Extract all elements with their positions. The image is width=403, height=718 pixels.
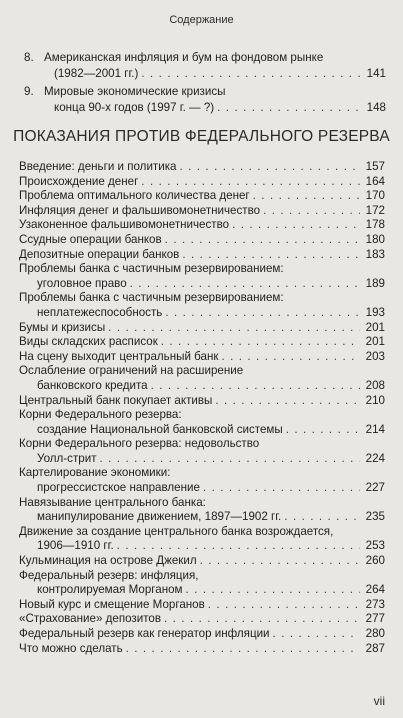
toc-entry[interactable] <box>19 350 385 365</box>
dot-leader <box>284 510 360 525</box>
toc-entry-title-cont: (1982—2001 гг.) <box>54 66 139 80</box>
toc-page-number: 178 <box>365 218 385 232</box>
toc-entry-last-line <box>19 335 385 350</box>
toc-entry-first-line <box>24 84 386 100</box>
toc-entry[interactable] <box>19 627 385 642</box>
dot-leader <box>141 175 360 190</box>
toc-entry-last-line <box>19 379 385 394</box>
toc-entry-last-line <box>19 612 385 627</box>
dot-leader <box>217 100 361 116</box>
toc-entry-title: Происхождение денег <box>19 174 139 188</box>
toc-entry[interactable] <box>19 364 385 393</box>
dot-leader <box>130 277 360 292</box>
toc-page-number: 183 <box>365 247 385 261</box>
toc-entry[interactable] <box>19 408 385 437</box>
toc-page-number: 201 <box>365 320 385 334</box>
toc-entry-title: уголовное право <box>37 276 127 290</box>
toc-entry-last-line <box>19 233 385 248</box>
toc-entry-last-line <box>19 248 385 263</box>
toc-page-number: 141 <box>366 66 386 80</box>
toc-entry-last-line <box>19 175 385 190</box>
toc-entry-title: Проблемы банка с частичным резервированием: <box>19 262 284 276</box>
toc-page-number: 260 <box>365 554 385 568</box>
toc-entry-last-line <box>19 423 385 438</box>
toc-entry-title: Корни Федерального резерва: <box>19 408 182 422</box>
toc-entry-title: контролируемая Морганом <box>37 583 183 597</box>
dot-leader <box>232 218 360 233</box>
toc-entry-title: На сцену выходит центральный банк <box>19 349 219 363</box>
toc-page-number: 287 <box>365 641 385 655</box>
toc-page-number: 208 <box>365 378 385 392</box>
toc-entry-title: прогрессистское направление <box>37 481 200 495</box>
dot-leader <box>165 306 360 321</box>
toc-entry[interactable] <box>19 189 385 204</box>
toc-page-number: 273 <box>365 597 385 611</box>
toc-page-number: 210 <box>365 393 385 407</box>
toc-entry-last-line <box>19 452 385 467</box>
toc-entry-title: «Страхование» депозитов <box>19 612 162 626</box>
dot-leader <box>126 642 360 657</box>
dot-leader <box>108 321 360 336</box>
toc-page-number: 224 <box>365 451 385 465</box>
toc-entry[interactable] <box>19 321 385 336</box>
toc-entry-title: Введение: деньги и политика <box>19 160 177 173</box>
toc-entry-title: Ссудные операции банков <box>19 232 162 246</box>
toc-entry-last-line <box>19 350 385 365</box>
toc-entry-title: Мировые экономические кризисы <box>44 85 226 98</box>
toc-entry-title: Узаконенное фальшивомонетничество <box>19 218 230 232</box>
toc-entry-last-line <box>19 321 385 336</box>
toc-entry-last-line <box>19 510 385 525</box>
dot-leader <box>151 379 360 394</box>
toc-entry-title-cont: конца 90-х годов (1997 г. — ?) <box>54 100 215 114</box>
toc-entry[interactable] <box>19 554 385 569</box>
toc-entry-last-line <box>24 100 386 116</box>
toc-entry[interactable] <box>19 394 385 409</box>
chapter-number: 9. <box>24 85 34 98</box>
toc-entry[interactable] <box>19 335 385 350</box>
dot-leader <box>253 189 360 204</box>
toc-entry[interactable] <box>19 598 385 613</box>
toc-entry-title: Уолл-стрит <box>37 451 97 465</box>
toc-entry-title: Американская инфляция и бум на фондовом рынке <box>44 51 324 64</box>
toc-entry-title: манипулирование движением, 1897—1902 гг. <box>37 510 282 524</box>
toc-entry[interactable] <box>24 84 386 115</box>
dot-leader <box>200 554 360 569</box>
toc-entry-title: Бумы и кризисы <box>19 320 106 334</box>
toc-page-number: 189 <box>365 276 385 290</box>
dot-leader <box>215 394 360 409</box>
toc-entry-last-line <box>19 189 385 204</box>
toc-entry-title: Проблема оптимального количества денег <box>19 189 250 203</box>
toc-entry-title: Что можно сделать <box>19 641 123 655</box>
dot-leader <box>263 204 360 219</box>
toc-entry-last-line <box>19 481 385 496</box>
dot-leader <box>117 539 360 554</box>
toc-entry-last-line <box>24 66 386 82</box>
toc-entry-title: Федеральный резерв как генератор инфляции <box>19 627 270 640</box>
toc-entry-title: Инфляция денег и фальшивомонетничество <box>19 203 261 217</box>
toc-entry[interactable] <box>19 204 385 219</box>
toc-entry[interactable] <box>19 466 385 495</box>
toc-entry-last-line <box>19 642 385 657</box>
toc-page-number: 172 <box>365 203 385 217</box>
toc-page-number: 164 <box>365 174 385 188</box>
toc-entry-last-line <box>19 160 385 175</box>
toc-page-number: 280 <box>365 627 385 640</box>
toc-entry-title: Виды складских расписок <box>19 335 158 349</box>
toc-page-number: 157 <box>365 160 385 173</box>
toc-page-number: 214 <box>365 422 385 436</box>
toc-entry[interactable] <box>19 496 385 525</box>
toc-entry-title: Федеральный резерв: инфляция, <box>19 568 199 582</box>
toc-entry-last-line <box>19 627 385 642</box>
toc-page-number: 193 <box>365 305 385 319</box>
toc-entry[interactable] <box>24 50 386 81</box>
toc-entry-title: создание Национальной банковской системы <box>37 422 283 436</box>
toc-page-number: 148 <box>366 100 386 114</box>
dot-leader <box>221 350 360 365</box>
toc-entry[interactable] <box>19 612 385 627</box>
toc-entry[interactable] <box>19 291 385 320</box>
toc-page-number: 180 <box>365 232 385 246</box>
toc-entry[interactable] <box>19 569 385 598</box>
toc-entry[interactable] <box>19 642 385 657</box>
upper-toc <box>24 50 386 118</box>
toc-entry-title: Центральный банк покупает активы <box>19 393 213 407</box>
dot-leader <box>286 423 360 438</box>
toc-entry-last-line <box>19 306 385 321</box>
toc-entry-title: Навязывание центрального банка: <box>19 495 206 509</box>
dot-leader <box>182 248 360 263</box>
toc-page-number: 170 <box>365 189 385 203</box>
toc-entry-last-line <box>19 394 385 409</box>
toc-entry-title: Ослабление ограничений на расширение <box>19 364 244 378</box>
toc-entry-last-line <box>19 539 385 554</box>
toc-entry-title: банковского кредита <box>37 378 148 392</box>
section-title: ПОКАЗАНИЯ ПРОТИВ ФЕДЕРАЛЬНОГО РЕЗЕРВА <box>13 128 390 145</box>
dot-leader <box>100 452 360 467</box>
toc-entry-first-line <box>24 50 386 66</box>
toc-entry-title: 1906—1910 гг. <box>37 539 114 553</box>
toc-page-number: 203 <box>365 349 385 363</box>
toc-entry-title: Проблемы банка с частичным резервированием: <box>19 291 284 305</box>
page-number: vii <box>373 694 385 708</box>
toc-entry-title: Корни Федерального резерва: недовольство <box>19 437 260 451</box>
dot-leader <box>273 627 360 642</box>
toc-entry-last-line <box>19 598 385 613</box>
dot-leader <box>180 160 361 175</box>
toc-page-number: 253 <box>365 539 385 553</box>
toc-entry[interactable] <box>19 248 385 263</box>
toc-page-number: 264 <box>365 583 385 597</box>
dot-leader <box>186 583 360 598</box>
running-head: Содержание <box>169 14 234 26</box>
chapter-number: 8. <box>24 51 34 64</box>
dot-leader <box>141 66 361 82</box>
toc-entry[interactable] <box>19 437 385 466</box>
toc-entry-title: неплатежеспособность <box>37 305 163 319</box>
toc-entry[interactable] <box>19 262 385 291</box>
toc-entry[interactable] <box>19 175 385 190</box>
toc-entry-title: Движение за создание центрального банка возрождается, <box>19 524 334 538</box>
toc-entry-title: Новый курс и смещение Морганов <box>19 597 205 611</box>
toc-list <box>19 160 385 656</box>
dot-leader <box>165 233 360 248</box>
dot-leader <box>203 481 360 496</box>
toc-entry[interactable] <box>19 233 385 248</box>
toc-entry-title: Депозитные операции банков <box>19 247 180 261</box>
toc-entry-title: Картелирование экономики: <box>19 466 171 480</box>
toc-entry-last-line <box>19 583 385 598</box>
toc-entry-last-line <box>19 204 385 219</box>
toc-entry-last-line <box>19 554 385 569</box>
toc-entry-last-line <box>19 277 385 292</box>
dot-leader <box>161 335 360 350</box>
dot-leader <box>208 598 360 613</box>
toc-page-number: 227 <box>365 481 385 495</box>
toc-entry[interactable] <box>19 160 385 175</box>
toc-page-number: 235 <box>365 510 385 524</box>
toc-entry[interactable] <box>19 525 385 554</box>
toc-entry-last-line <box>19 218 385 233</box>
dot-leader <box>164 612 360 627</box>
toc-page-number: 201 <box>365 335 385 349</box>
toc-page-number: 277 <box>365 612 385 626</box>
toc-entry-title: Кульминация на острове Джекил <box>19 554 197 568</box>
toc-entry[interactable] <box>19 218 385 233</box>
